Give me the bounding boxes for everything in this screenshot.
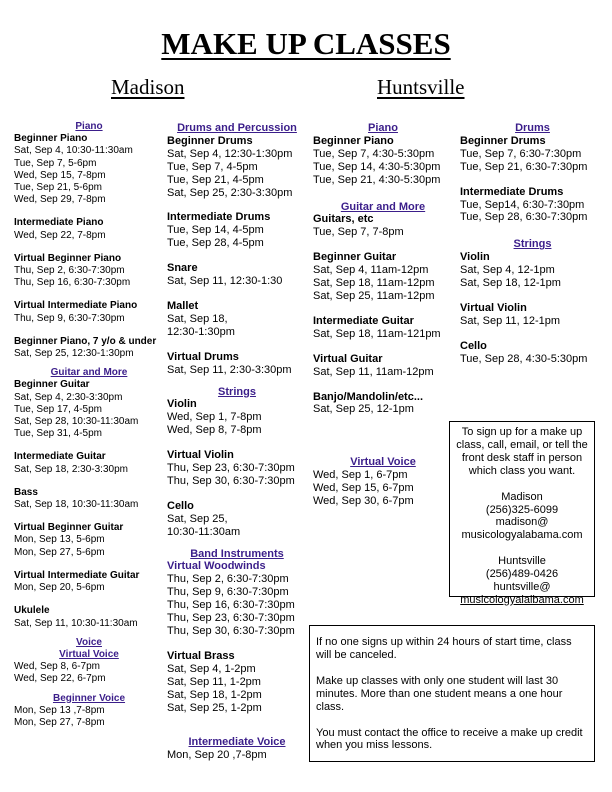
class-time: Sat, Sep 18, 11am-121pm — [313, 327, 441, 340]
class-time: Tue, Sep 21, 5-6pm — [14, 182, 103, 194]
class-time: Wed, Sep 15, 7-8pm — [14, 169, 106, 181]
category-heading-piano: Piano — [75, 121, 103, 132]
class-name: Beginner Drums — [460, 134, 546, 147]
class-time: Sat, Sep 4, 2:30-3:30pm — [14, 391, 123, 403]
category-heading-virtual-voice: Virtual Voice — [59, 648, 119, 660]
signup-info-box — [449, 421, 595, 606]
class-time: Sat, Sep 4, 1-2pm — [167, 662, 256, 675]
class-time: Sat, Sep 25, 1-2pm — [167, 701, 262, 714]
class-time: Thu, Sep 23, 6:30-7:30pm — [167, 462, 295, 475]
madison-column-1 — [14, 121, 164, 729]
class-time: Tue, Sep 28, 4-5pm — [167, 237, 264, 250]
class-group — [460, 251, 605, 290]
class-time: Thu, Sep 2, 6:30-7:30pm — [167, 573, 289, 586]
class-time: Mon, Sep 27, 7-8pm — [14, 716, 105, 728]
category-heading-intermediate-voice: Intermediate Voice — [188, 736, 286, 749]
location-heading-huntsville: Huntsville — [377, 75, 465, 99]
class-group — [14, 300, 164, 324]
class-group — [313, 135, 453, 187]
huntsville-phone: (256)489-0426 — [485, 568, 559, 581]
class-time: Thu, Sep 16, 6:30-7:30pm — [14, 277, 131, 289]
class-time: 12:30-1:30pm — [167, 325, 235, 338]
class-time: Sat, Sep 18, 12-1pm — [460, 277, 561, 290]
class-time: Mon, Sep 13 ,7-8pm — [14, 704, 105, 716]
class-group — [313, 251, 453, 303]
class-group — [313, 391, 453, 417]
signup-intro-line: which class you want. — [468, 464, 576, 477]
class-time: Sat, Sep 18, — [167, 312, 228, 325]
class-name: Virtual Intermediate Guitar — [14, 569, 140, 581]
class-time: Sat, Sep 18, 1-2pm — [167, 688, 262, 701]
policy-box — [309, 625, 595, 762]
class-name: Intermediate Drums — [167, 211, 271, 224]
class-time: Tue, Sep 7, 6:30-7:30pm — [460, 147, 582, 160]
location-heading-madison: Madison — [111, 75, 185, 99]
class-group — [14, 451, 164, 475]
category-heading-strings: Strings — [513, 238, 552, 251]
class-group — [167, 211, 307, 250]
class-name: Cello — [460, 339, 487, 352]
class-name: Virtual Woodwinds — [167, 560, 266, 573]
class-time: Sat, Sep 18, 10:30-11:30am — [14, 499, 139, 511]
class-group — [460, 135, 605, 174]
madison-column-2 — [167, 122, 307, 762]
class-time: Tue, Sep 28, 6:30-7:30pm — [460, 211, 588, 224]
class-time: Sat, Sep 28, 10:30-11:30am — [14, 416, 139, 428]
class-group — [14, 379, 164, 440]
class-group — [167, 398, 307, 437]
class-name: Intermediate Guitar — [313, 314, 414, 327]
class-time: Wed, Sep 30, 6-7pm — [313, 495, 414, 508]
class-group — [14, 217, 164, 241]
class-time: Thu, Sep 9, 6:30-7:30pm — [14, 312, 125, 324]
madison-email-domain[interactable]: musicologyalabama.com — [461, 529, 583, 542]
class-name: Bass — [14, 486, 38, 498]
category-heading-virtual-voice: Virtual Voice — [350, 456, 416, 469]
category-heading-guitar-and-more: Guitar and More — [340, 200, 426, 213]
class-group — [14, 522, 164, 559]
class-time: Sat, Sep 25, 12:30-1:30pm — [14, 348, 134, 360]
category-heading-voice: Voice — [76, 636, 102, 648]
class-group — [167, 650, 307, 715]
class-time: Sat, Sep 4, 12:30-1:30pm — [167, 147, 293, 160]
class-time: Sat, Sep 11, 2:30-3:30pm — [167, 363, 292, 376]
class-time: Sat, Sep 25, 12-1pm — [313, 403, 414, 416]
class-group — [460, 186, 605, 225]
class-time: Tue, Sep 7, 5-6pm — [14, 157, 97, 169]
class-group — [313, 469, 453, 508]
class-group — [460, 302, 605, 328]
class-name: Beginner Piano, 7 y/o & under — [14, 335, 157, 347]
class-time: Sat, Sep 11, 11am-12pm — [313, 365, 434, 378]
madison-contact-name: Madison — [501, 490, 543, 503]
class-time: Thu, Sep 30, 6:30-7:30pm — [167, 474, 295, 487]
class-group — [14, 487, 164, 511]
class-group — [14, 605, 164, 629]
signup-intro-line: To sign up for a make up — [461, 426, 583, 438]
madison-phone: (256)325-6099 — [485, 503, 559, 516]
category-heading-drums: Drums — [515, 122, 550, 134]
class-time: Mon, Sep 20 ,7-8pm — [167, 749, 267, 762]
class-time: Tue, Sep 7, 7-8pm — [313, 226, 404, 239]
class-name: Snare — [167, 262, 198, 275]
class-time: Mon, Sep 13, 5-6pm — [14, 534, 105, 546]
class-name: Intermediate Guitar — [14, 451, 106, 463]
class-name: Beginner Drums — [167, 134, 253, 147]
class-group — [14, 133, 164, 206]
class-time: Tue, Sep 7, 4:30-5:30pm — [313, 147, 435, 160]
class-time: Sat, Sep 4, 10:30-11:30am — [14, 145, 133, 157]
class-time: Thu, Sep 2, 6:30-7:30pm — [14, 265, 125, 277]
class-group — [313, 353, 453, 379]
policy-credit-note: You must contact the office to receive a make up credit when you miss lessons. — [316, 726, 583, 752]
class-name: Intermediate Drums — [460, 185, 564, 198]
class-time: Sat, Sep 25, — [167, 512, 228, 525]
class-time: Tue, Sep 14, 4-5pm — [167, 224, 264, 237]
class-time: Wed, Sep 1, 7-8pm — [167, 411, 262, 424]
class-group — [167, 449, 307, 488]
class-name: Violin — [460, 251, 490, 264]
class-name: Mallet — [167, 299, 199, 312]
huntsville-column-1 — [313, 122, 453, 508]
class-group — [14, 661, 164, 685]
class-time: Mon, Sep 27, 5-6pm — [14, 546, 105, 558]
class-time: Wed, Sep 8, 7-8pm — [167, 424, 262, 437]
huntsville-email[interactable]: huntsville@ — [493, 581, 551, 594]
signup-intro-line: front desk staff in person — [461, 451, 583, 464]
class-time: Wed, Sep 8, 6-7pm — [14, 661, 100, 673]
class-time: Wed, Sep 1, 6-7pm — [313, 469, 408, 482]
class-time: Wed, Sep 15, 6-7pm — [313, 482, 414, 495]
class-name: Virtual Beginner Guitar — [14, 522, 124, 534]
class-name: Virtual Violin — [460, 301, 527, 314]
class-time: Thu, Sep 9, 6:30-7:30pm — [167, 586, 289, 599]
class-time: Thu, Sep 30, 6:30-7:30pm — [167, 625, 295, 637]
class-group — [14, 705, 164, 729]
class-group — [313, 315, 453, 341]
class-group — [167, 262, 307, 288]
class-time: Tue, Sep14, 6:30-7:30pm — [460, 198, 585, 211]
class-group — [167, 135, 307, 200]
class-name: Intermediate Piano — [14, 217, 104, 229]
category-heading-band-instruments: Band Instruments — [190, 547, 284, 560]
class-name: Guitars, etc — [313, 213, 374, 226]
class-time: Sat, Sep 11, 10:30-11:30am — [14, 617, 138, 629]
class-time: Tue, Sep 17, 4-5pm — [14, 403, 103, 415]
class-time: Tue, Sep 21, 4:30-5:30pm — [313, 173, 441, 186]
class-time: Sat, Sep 11, 1-2pm — [167, 675, 261, 688]
class-name: Virtual Brass — [167, 649, 235, 662]
class-time: Wed, Sep 29, 7-8pm — [14, 194, 106, 206]
category-heading-guitar-and-more: Guitar and More — [50, 367, 128, 379]
class-time: Mon, Sep 20, 5-6pm — [14, 582, 105, 594]
class-time: Tue, Sep 14, 4:30-5:30pm — [313, 160, 441, 173]
category-heading-drums-and-percussion: Drums and Percussion — [177, 122, 297, 134]
class-time: Thu, Sep 23, 6:30-7:30pm — [167, 612, 295, 625]
class-time: Thu, Sep 16, 6:30-7:30pm — [167, 599, 295, 612]
class-time: Wed, Sep 22, 7-8pm — [14, 229, 106, 241]
class-time: Tue, Sep 21, 6:30-7:30pm — [460, 160, 588, 173]
class-time: Sat, Sep 11, 12:30-1:30 — [167, 275, 283, 288]
huntsville-email-domain-link[interactable]: musicologyalalbama.com — [460, 593, 584, 606]
class-group — [460, 340, 605, 366]
policy-cancel-note: If no one signs up within 24 hours of start time, class will be canceled. — [316, 636, 572, 661]
class-group — [167, 749, 307, 762]
class-name: Virtual Beginner Piano — [14, 252, 122, 264]
class-time: Sat, Sep 25, 2:30-3:30pm — [167, 186, 293, 199]
class-name: Violin — [167, 398, 197, 411]
class-group — [167, 560, 307, 637]
category-heading-strings: Strings — [218, 385, 256, 398]
class-name: Virtual Drums — [167, 350, 239, 363]
class-time: 10:30-11:30am — [167, 525, 241, 538]
category-heading-beginner-voice: Beginner Voice — [52, 692, 126, 704]
class-time: Sat, Sep 18, 11am-12pm — [313, 277, 435, 290]
class-name: Virtual Violin — [167, 449, 234, 462]
huntsville-contact-name: Huntsville — [498, 555, 546, 568]
class-group — [14, 253, 164, 290]
class-group — [167, 300, 307, 339]
class-name: Virtual Guitar — [313, 352, 383, 365]
class-name: Cello — [167, 499, 194, 512]
class-group — [14, 570, 164, 594]
class-time: Sat, Sep 4, 12-1pm — [460, 264, 555, 277]
class-time: Sat, Sep 4, 11am-12pm — [313, 264, 429, 277]
class-time: Tue, Sep 28, 4:30-5:30pm — [460, 352, 588, 365]
class-group — [167, 351, 307, 377]
class-time: Sat, Sep 11, 12-1pm — [460, 314, 561, 327]
class-name: Banjo/Mandolin/etc... — [313, 390, 424, 403]
class-time: Tue, Sep 21, 4-5pm — [167, 173, 264, 186]
class-time: Wed, Sep 22, 6-7pm — [14, 673, 106, 685]
class-name: Beginner Guitar — [313, 251, 397, 264]
class-name: Virtual Intermediate Piano — [14, 300, 138, 312]
signup-intro-line: class, call, email, or tell the — [456, 438, 588, 451]
class-name: Ukulele — [14, 605, 50, 617]
class-name: Beginner Guitar — [14, 379, 90, 391]
class-name: Beginner Piano — [14, 133, 88, 145]
category-heading-piano: Piano — [368, 122, 398, 134]
class-time: Tue, Sep 31, 4-5pm — [14, 428, 103, 440]
class-group — [167, 500, 307, 539]
class-group — [14, 336, 164, 360]
class-time: Sat, Sep 18, 2:30-3:30pm — [14, 463, 128, 475]
class-name: Beginner Piano — [313, 134, 394, 147]
policy-length-note: Make up classes with only one student will last 30 minutes. More than one student means a one hour class. — [316, 674, 563, 713]
madison-email[interactable]: madison@ — [495, 516, 549, 529]
class-time: Tue, Sep 7, 4-5pm — [167, 160, 258, 173]
class-time: Sat, Sep 25, 11am-12pm — [313, 289, 435, 302]
huntsville-column-2 — [460, 122, 605, 366]
page-title: MAKE UP CLASSES — [161, 26, 451, 61]
class-group — [313, 213, 453, 239]
